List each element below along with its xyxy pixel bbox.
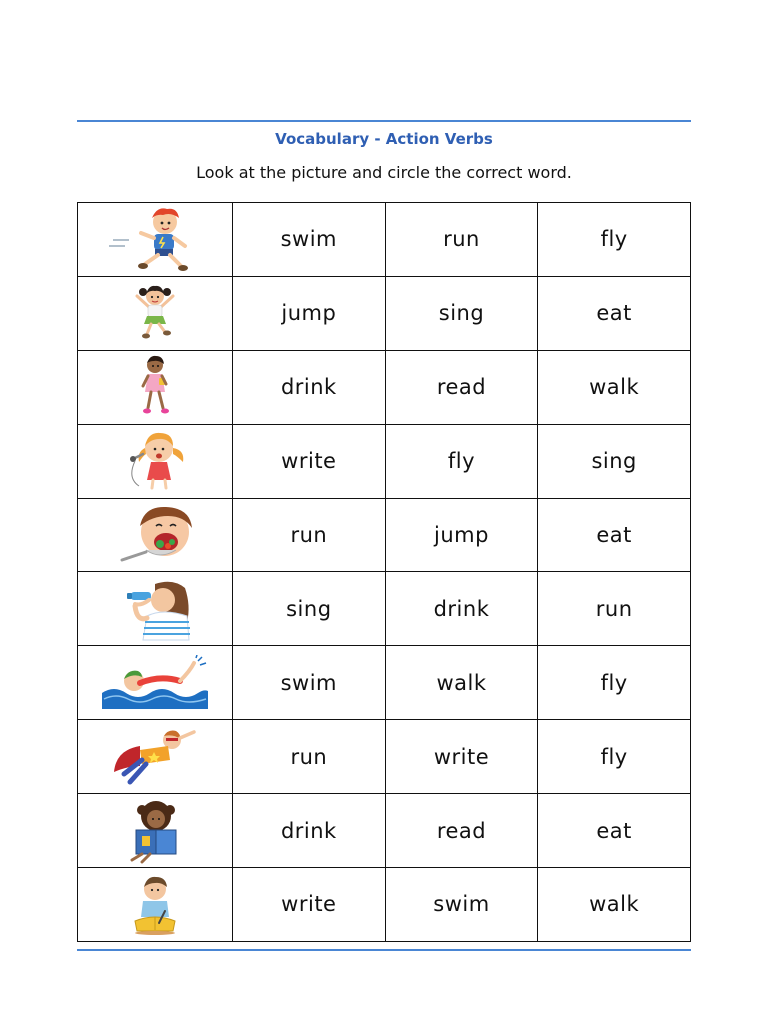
- picture-cell: [78, 498, 233, 572]
- word-option[interactable]: [385, 572, 538, 646]
- word-option-label: write: [281, 892, 337, 917]
- top-divider: [77, 120, 691, 122]
- word-option[interactable]: [538, 276, 691, 350]
- word-option-label: swim: [433, 892, 490, 917]
- word-option[interactable]: [233, 868, 386, 942]
- word-option[interactable]: [233, 276, 386, 350]
- table-row: [78, 794, 691, 868]
- word-option[interactable]: [233, 572, 386, 646]
- bottom-divider: [77, 949, 691, 951]
- word-option[interactable]: [538, 498, 691, 572]
- word-option-label: run: [443, 227, 480, 252]
- word-option-label: walk: [589, 375, 640, 400]
- word-option[interactable]: [233, 794, 386, 868]
- word-option-label: sing: [591, 449, 637, 474]
- word-option[interactable]: [538, 203, 691, 277]
- word-option[interactable]: [385, 868, 538, 942]
- vocabulary-table: [77, 202, 691, 942]
- reading-girl-icon: [120, 798, 190, 864]
- table-row: [78, 572, 691, 646]
- table-row: [78, 424, 691, 498]
- word-option[interactable]: [538, 794, 691, 868]
- table-row: [78, 868, 691, 942]
- word-option-label: sing: [286, 596, 332, 621]
- word-option[interactable]: [538, 720, 691, 794]
- word-option[interactable]: [233, 498, 386, 572]
- word-option-label: jump: [281, 301, 337, 326]
- word-option[interactable]: [385, 646, 538, 720]
- word-option-label: walk: [589, 892, 640, 917]
- word-option[interactable]: [538, 350, 691, 424]
- word-option-label: run: [595, 596, 633, 621]
- word-option-label: write: [433, 744, 490, 769]
- word-option-label: drink: [280, 375, 337, 400]
- picture-cell: [78, 794, 233, 868]
- table-row: [78, 720, 691, 794]
- word-option[interactable]: [538, 424, 691, 498]
- running-boy-icon: [105, 206, 205, 272]
- word-option-label: read: [436, 818, 487, 843]
- word-option-label: drink: [280, 818, 337, 843]
- word-option[interactable]: [385, 498, 538, 572]
- word-option-label: swim: [280, 227, 338, 252]
- word-option-label: run: [290, 744, 328, 769]
- word-option-label: swim: [280, 670, 338, 695]
- word-option[interactable]: [538, 572, 691, 646]
- jumping-girl-icon: [125, 282, 185, 344]
- writing-boy-icon: [125, 873, 185, 935]
- picture-cell: [78, 203, 233, 277]
- table-row: [78, 350, 691, 424]
- table-row: [78, 498, 691, 572]
- picture-cell: [78, 350, 233, 424]
- singing-girl-icon: [115, 428, 195, 494]
- picture-cell: [78, 572, 233, 646]
- swimming-boy-icon: [100, 655, 210, 711]
- word-option[interactable]: [233, 646, 386, 720]
- table-row: [78, 646, 691, 720]
- word-option[interactable]: [538, 868, 691, 942]
- word-option-label: fly: [600, 227, 628, 252]
- word-option[interactable]: [233, 350, 386, 424]
- word-option[interactable]: [385, 203, 538, 277]
- word-option-label: fly: [600, 744, 628, 769]
- word-option-label: write: [281, 449, 337, 474]
- table-row: [78, 203, 691, 277]
- word-option[interactable]: [385, 350, 538, 424]
- eating-boy-icon: [110, 502, 200, 568]
- picture-cell: [78, 424, 233, 498]
- word-option-label: run: [290, 523, 328, 547]
- worksheet-instructions: Look at the picture and circle the correct word.: [196, 163, 572, 182]
- word-option[interactable]: [233, 203, 386, 277]
- picture-cell: [78, 720, 233, 794]
- word-option[interactable]: [385, 794, 538, 868]
- picture-cell: [78, 276, 233, 350]
- word-option[interactable]: [233, 720, 386, 794]
- word-option-label: read: [436, 375, 487, 400]
- word-option[interactable]: [538, 646, 691, 720]
- word-option[interactable]: [233, 424, 386, 498]
- word-option[interactable]: [385, 720, 538, 794]
- word-option[interactable]: [385, 424, 538, 498]
- word-option-label: fly: [447, 449, 476, 474]
- word-option-label: eat: [596, 523, 632, 547]
- word-option-label: sing: [438, 301, 485, 326]
- picture-cell: [78, 868, 233, 942]
- word-option-label: fly: [600, 670, 628, 695]
- walking-girl-icon: [130, 354, 180, 420]
- word-option-label: walk: [436, 670, 487, 695]
- flying-superhero-icon: [110, 726, 200, 788]
- word-option[interactable]: [385, 276, 538, 350]
- word-option-label: eat: [596, 301, 632, 326]
- word-option-label: jump: [434, 523, 489, 547]
- table-row: [78, 276, 691, 350]
- word-option-label: eat: [596, 818, 632, 843]
- worksheet-title: Vocabulary - Action Verbs: [275, 130, 493, 148]
- picture-cell: [78, 646, 233, 720]
- drinking-girl-icon: [113, 576, 197, 642]
- word-option-label: drink: [433, 596, 490, 621]
